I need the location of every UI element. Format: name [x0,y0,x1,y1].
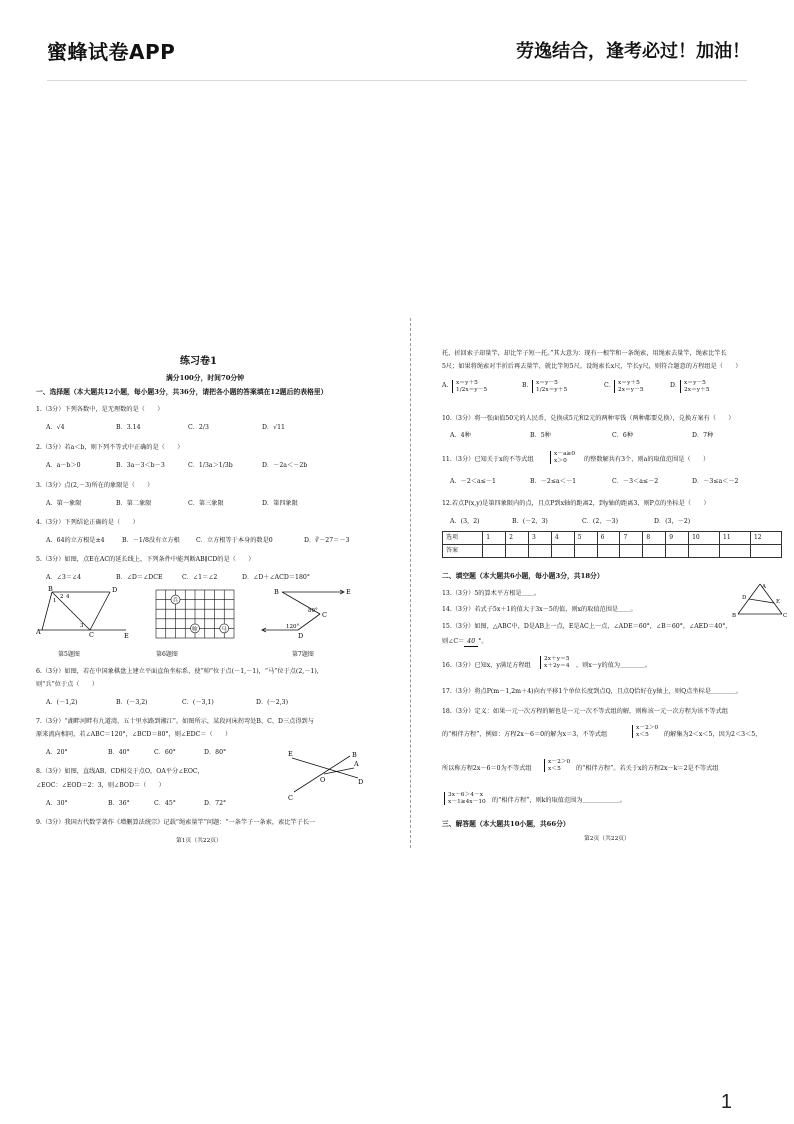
answer-cell[interactable] [643,545,666,558]
q5-option-a: A．∠3＝∠4 [46,574,82,581]
table-cell: 8 [643,532,666,545]
q11-prefix: 11.（3分）已知关于x的不等式组 [442,456,534,463]
question-9-cont-2: 5尺；如果将绳索对半折后再去量竿，就比竿短5尺。设绳索长x尺，竿长y尺，则符合题意的方程组是（ ） [442,363,742,370]
q12-option-a: A．(3，2) [450,518,480,525]
q4-option-b: B．－1/8没有立方根 [122,537,180,544]
question-3: 3.（3分）点(2,－3)所在的象限是（ ） [36,482,154,489]
table-cell: 选项 [443,532,483,545]
table-cell: 12 [750,532,781,545]
q10-option-b: B．5种 [530,432,551,439]
q10-option-a: A．4种 [450,432,471,439]
section-1-heading: 一、选择题（本大题共12小题，每小题3分，共36分，请把各小题的答案填在12题后的表格里） [36,388,328,396]
table-cell: 3 [528,532,551,545]
table-cell: 4 [551,532,574,545]
fig7-angle-120: 120° [286,624,300,630]
page-2-footer: 第2页（共22页） [584,836,630,842]
q4-option-d: D．∛－27＝－3 [304,537,350,544]
figure-8 [284,748,364,803]
q11-eq2: x＞0 [554,457,567,464]
q11-option-a: A．－2＜a≤－1 [450,478,496,485]
chess-piece-ma: 马 [221,626,227,633]
q2-option-a: A．a－b＞0 [46,462,81,469]
chess-piece-bing: 兵 [172,598,179,604]
question-8: 8.（3分）如图，直线AB、CD相交于点O，OA平分∠EOC， [36,768,204,775]
fig5-label-d: D [112,586,118,594]
q9c-eq2: 2x＝y－5 [618,386,644,393]
answer-cell[interactable] [551,545,574,558]
q5-option-b: B．∠D＝∠DCE [116,574,163,581]
fig7-label-e: E [346,588,351,596]
q10-option-c: C．6种 [612,432,634,439]
q7-option-b: B．40° [108,749,130,756]
q6-option-a: A．(－1,2) [46,699,78,706]
q6-option-d: D．(－2,3) [256,699,289,706]
answer-cell[interactable] [597,545,620,558]
question-6-cont: 则“兵”位于点（ ） [36,681,99,688]
exam-subtitle: 满分100分，时间70分钟 [166,374,245,382]
q9-option-a-system [452,380,487,393]
q12-option-d: D．(3，－2) [654,518,691,525]
question-18-cont: 的“相伴方程”，例如：方程2x－6＝0的解为x＝3，不等式组 [442,731,608,738]
answer-cell[interactable] [720,545,751,558]
q2-option-d: D．－2a＜－2b [262,462,308,469]
column-divider [410,318,411,848]
answer-cell[interactable] [528,545,551,558]
figure-7 [258,586,353,638]
header-divider [47,80,747,81]
q18-system-2 [544,759,570,772]
q1-option-d: D．√11 [262,424,285,431]
fig15-label-a: A [762,584,766,590]
fig15-label-c: C [783,613,788,618]
fig7-label-b: B [274,588,279,596]
q8-option-a: A．30° [46,800,68,807]
question-18-cont-3: 所以称方程2x－6＝0为不等式组 [442,765,532,772]
q10-option-d: D．7种 [692,432,714,439]
q9d-eq1: x＝y－5 [684,380,706,386]
fig7-label-c: C [322,611,327,619]
question-15-cont [442,638,487,647]
table-cell: 9 [666,532,689,545]
page-1-footer: 第1页（共22页） [176,838,222,844]
q18-sys2-eq1: x－2＞0 [548,759,571,765]
q7-option-d: D．80° [204,749,227,756]
fig15-label-b: B [732,613,737,618]
question-17: 17.（3分）将点P(m－1,2m＋4)向右平移1个单位长度到点Q，且点Q恰好在y轴上，则Q点坐标是＿＿＿＿。 [442,688,742,695]
q1-option-a: A．√4 [46,424,65,431]
answer-cell[interactable] [506,545,529,558]
table-cell: 6 [597,532,620,545]
slogan: 劳逸结合，逢考必过！加油！ [516,41,750,62]
q3-option-a: A．第一象限 [46,500,82,507]
q8-option-c: C．45° [154,800,176,807]
question-11-cont: 的整数解共有3个，则a的取值范围是（ ） [584,456,710,463]
q18-system-3 [444,792,486,805]
question-7-cont: 原来流向相同，若∠ABC＝120°，∠BCD＝80°，则∠EDC＝（ ） [36,731,232,738]
answer-cell[interactable] [666,545,689,558]
section-2-heading: 二、填空题（本大题共6小题，每小题3分，共18分） [442,572,604,580]
question-6: 6.（3分）如图，若在中国象棋盘上建立平面直角坐标系，使“帅”位于点(－1,－1)，“马”位于点(2,－1)， [36,668,323,675]
fig5-label-1: 1 [53,598,57,604]
q9a-eq2: 1/2x＝y－5 [456,386,488,393]
q5-option-c: C．∠1＝∠2 [182,574,218,581]
q9-option-d-system [680,380,710,393]
q12-option-b: B．(－2，3) [512,518,548,525]
page-number: 1 [720,1091,732,1113]
q4-option-c: C．立方根等于本身的数是0 [196,537,273,544]
question-18-cont-5: 的“相伴方程”，则k的取值范围为＿＿＿＿＿＿。 [492,797,626,804]
fig7-label-d: D [298,632,304,638]
table-cell: 11 [720,532,751,545]
figure-5-caption: 第5题图 [58,651,80,658]
figure-6-caption: 第6题图 [156,651,178,658]
table-cell: 2 [506,532,529,545]
figure-7-caption: 第7题图 [292,651,314,658]
question-1: 1.（3分）下列各数中，是无理数的是（ ） [36,406,164,413]
q18-sys3-eq1: 3x－6＞4－x [448,792,483,798]
q9-option-b-key: B． [522,382,533,389]
question-16: 16.（3分）已知x、y满足方程组 [442,662,531,669]
figure-6 [154,588,236,640]
q1-option-c: C．2/3 [188,424,209,431]
q11-system [550,451,575,464]
scanned-exam [30,318,794,848]
q18-sys1-eq2: x＜5 [636,731,649,738]
question-10: 10.（3分）将一张面值50元的人民币，兑换成5元和2元的两种零钱（两种都要兑换），兑换方案有（ ） [442,415,735,422]
question-13: 13.（3分）5的算术平方根是＿＿。 [442,590,541,597]
q9b-eq2: 1/2x＝y＋5 [536,386,568,393]
answer-cell[interactable] [620,545,643,558]
fig8-label-o: O [320,776,326,784]
q9-option-b-system [532,380,567,393]
question-18-cont-4: 的“相伴方程”。若关于x的方程2x－k＝2是不等式组 [576,765,719,772]
answer-cell[interactable] [689,545,720,558]
question-2: 2.（3分）若a＜b，则下列不等式中正确的是（ ） [36,444,184,451]
table-cell: 答案 [443,545,483,558]
q5-option-d: D．∠D＋∠ACD＝180° [242,574,310,581]
q2-option-c: C．1/3a＞1/3b [188,462,233,469]
table-cell: 5 [574,532,597,545]
q6-option-c: C．(－3,1) [182,699,214,706]
q7-option-c: C．60° [154,749,176,756]
fig5-label-c: C [89,631,94,638]
table-cell: 1 [483,532,506,545]
figure-5 [36,586,131,638]
q15-prefix: 则∠C＝ [442,638,465,645]
figure-15 [732,582,788,618]
question-16-cont: ，则x－y的值为＿＿＿＿。 [576,662,652,669]
question-7: 7.（3分）“湖畔河畔有九道湾，五十里水路到湘江”。如图所示，某段河床拐弯处B、C、D三点得到与 [36,718,314,725]
fig5-label-b: B [48,586,53,593]
q18-sys1-eq1: x－2＞0 [636,725,659,731]
fig8-label-b: B [352,751,357,759]
answer-cell[interactable] [574,545,597,558]
q16-eq2: x＋2y＝4 [544,662,570,669]
question-15: 15.（3分）如图，△ABC中，D是AB上一点，E是AC上一点，∠ADE＝60°，∠B＝60°，∠AED＝40°， [442,623,732,630]
q7-option-a: A．20° [46,749,68,756]
q3-option-d: D．第四象限 [262,500,298,507]
fig8-label-c: C [288,794,293,802]
q9-option-c-key: C． [604,382,615,389]
fig5-label-2: 2 [60,594,64,600]
exam-page-2 [442,318,792,848]
answer-cell[interactable] [750,545,781,558]
fig8-label-d: D [358,778,364,786]
exam-page-1 [36,318,396,848]
q18-system-1 [632,725,658,738]
question-18-cont-2: 的解集为2＜x＜5，因为2＜3＜5， [664,731,762,738]
table-cell: 10 [689,532,720,545]
q3-option-c: C．第三象限 [188,500,224,507]
q9a-eq1: x＝y＋5 [456,380,478,386]
q9-option-d-key: D． [670,382,682,389]
q9d-eq2: 2x＝y＋5 [684,386,710,393]
q6-option-b: B．(－3,2) [116,699,148,706]
question-11 [442,456,534,464]
answer-table-answer-row [443,545,782,558]
q11-option-d: D．－3≤a＜－2 [692,478,739,485]
q9c-eq1: x＝y＋5 [618,380,640,386]
question-8-cont: ∠EOC：∠EOD＝2：3，则∠BOD＝（ ） [36,782,165,789]
exam-title: 练习卷1 [180,356,217,367]
q16-eq1: 2x＋y＝5 [544,656,570,662]
app-brand: 蜜蜂试卷APP [47,40,176,64]
fig5-label-e: E [124,632,129,638]
q9b-eq1: x＝y－5 [536,380,558,386]
fig5-label-a: A [36,628,41,636]
q2-option-b: B．3a－3＜b－3 [116,462,165,469]
fig8-label-e: E [288,750,293,758]
question-9: 9.（3分）我国古代数学著作《增删算法统宗》记载“绳索量竿”问题：“一条竿子一条索，索比竿子长一 [36,819,316,826]
section-3-heading: 三、解答题（本大题共10小题，共66分） [442,820,570,828]
q9-option-c-system [614,380,644,393]
q11-option-c: C．－3＜a≤－2 [612,478,659,485]
q15-suffix: °。 [478,638,488,645]
q8-option-d: D．72° [204,800,227,807]
question-12: 12.若点P(x,y)是第四象限内的点，且点P到x轴的距离2，到y轴的距离3，则P点的坐标是（ ） [442,500,710,507]
answer-table-header-row [443,532,782,545]
q15-handwritten-answer: 40 [464,638,478,647]
q3-option-b: B．第二象限 [116,500,152,507]
fig15-label-d: D [742,595,747,601]
q11-eq1: x－a≥0 [554,451,576,457]
chess-piece-shuai: 帅 [192,626,198,633]
question-9-cont: 托，折回索子却量竿，却比竿子短一托。”其大意为：现有一根竿和一条绳索，用绳索去量竿，绳索比竿长 [442,350,727,357]
q8-option-b: B．36° [108,800,130,807]
q12-option-c: C．(2，－3) [582,518,618,525]
fig7-angle-80: 80° [308,608,318,614]
q9-option-a-key: A． [442,382,453,389]
table-cell: 7 [620,532,643,545]
question-18: 18.（3分）定义：如果一元一次方程的解也是一元一次不等式组的解，则称该一元一次方程为该不等式组 [442,708,729,715]
fig5-label-3: 3 [80,623,84,629]
question-5: 5.（3分）如图，点E在AC的延长线上，下列条件中能判断AB∥CD的是（ ） [36,556,255,563]
q1-option-b: B．3.14 [116,424,141,431]
fig5-label-4: 4 [66,594,70,600]
q16-system [540,656,570,669]
q18-sys3-eq2: x－1≥4x－10 [448,798,486,805]
answer-table [442,531,782,558]
fig15-label-e: E [776,599,781,605]
question-4: 4.（3分）下列结论正确的是（ ） [36,519,139,526]
answer-cell[interactable] [483,545,506,558]
question-14: 14.（3分）若式子5x＋1的值大于3x－5的值，则x的取值范围是＿＿。 [442,606,637,613]
q18-sys2-eq2: x＜5 [548,765,561,772]
q11-option-b: B．－2≤a＜－1 [530,478,577,485]
q4-option-a: A．64的立方根是±4 [46,537,105,544]
fig8-label-a: A [354,760,359,768]
